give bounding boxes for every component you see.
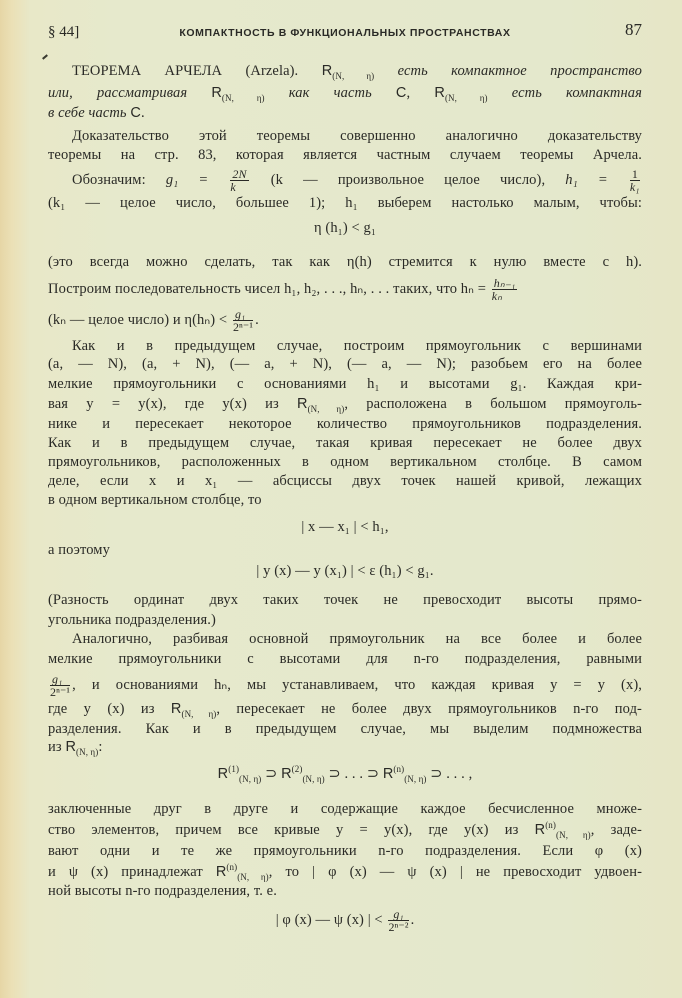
formula: g₁ = — [165, 171, 209, 188]
inequality-2: | x — x₁ | < h₁, — [301, 519, 389, 535]
text-line-notation — [72, 168, 642, 193]
subset-chain — [48, 765, 642, 783]
text-line — [48, 821, 642, 839]
formula: | φ (x) — ψ (x) | < — [275, 911, 383, 928]
space-subscript: (N, η) — [76, 747, 99, 757]
space-subscript: (N, η) — [302, 774, 325, 784]
punct: . — [255, 311, 259, 328]
superset-symbol: ⊃ — [366, 766, 380, 782]
theorem-line-3: в себе часть C. — [48, 105, 145, 121]
text: , то | φ (x) — ψ (x) | не превосходит удвоен- — [268, 864, 642, 880]
space-subscript: (N, η) — [307, 404, 345, 414]
punct: . — [410, 911, 415, 928]
pencil-mark — [42, 54, 48, 59]
text-line: Аналогично, разбивая основной прямоугольник на все более и более — [72, 631, 642, 647]
space-c-symbol: C — [130, 105, 141, 121]
text-line: деле, если x и x₁ — абсциссы двух точек нашей кривой, лежащих — [48, 473, 642, 489]
text-line: Как и в предыдущем случае, такая кривая пересекает не более двух — [48, 435, 642, 451]
text-line: мелкие прямоугольники с основаниями h₁ и высотами g₁. Каждая кри- — [48, 376, 642, 392]
text: , заде- — [590, 822, 642, 838]
superscript: (n) — [226, 862, 238, 872]
text: ство элементов, причем все кривые y = y(x), где y(x) из — [48, 822, 519, 838]
text-line: а поэтому — [48, 542, 110, 558]
text-line: мелкие прямоугольники с высотами для n-го подразделения, равными — [48, 651, 642, 667]
superscript: (n) — [393, 764, 405, 774]
space-symbol: R — [296, 396, 308, 412]
space-symbol: R — [65, 739, 77, 755]
fraction-heights — [50, 673, 70, 698]
numerator: g₁ — [50, 673, 70, 686]
space-subscript: (N, η) — [556, 830, 591, 840]
text: Построим последовательность чисел h₁, h₂, . . ., hₙ, . . . таких, что hₙ = — [48, 280, 486, 297]
text: где y (x) из — [48, 701, 155, 717]
text-line: вают одни и те же прямоугольники n-го подразделения. Если φ (x) — [48, 843, 642, 859]
space-subscript: (N, η) — [221, 93, 265, 103]
fraction-final — [388, 908, 408, 933]
numerator: g₁ — [233, 308, 253, 321]
space-symbol: R — [215, 864, 227, 880]
space-subscript: (N, η) — [444, 93, 488, 103]
text-line — [48, 700, 642, 718]
text: из — [48, 739, 62, 755]
space-symbol: R — [321, 63, 333, 79]
space-symbol: R — [382, 766, 394, 782]
text-line-heights — [48, 673, 642, 698]
superscript: (n) — [545, 820, 556, 830]
text-line-sequence — [48, 277, 642, 302]
text-line: теоремы на стр. 83, которая является частным случаем теоремы Арчела. — [48, 147, 642, 163]
denominator: 2ⁿ⁻² — [388, 920, 409, 934]
text: , пересекает не более двух прямоугольников n-го под- — [216, 701, 642, 717]
text-line: ной высоты n-го подразделения, т. е. — [48, 883, 277, 899]
numerator: 1 — [631, 167, 638, 181]
inequality-1: η (h₁) < g₁ — [313, 220, 376, 236]
theorem-line-1 — [72, 62, 642, 80]
theorem-text: в себе часть — [48, 105, 127, 121]
theorem-text: или, рассматривая — [48, 85, 188, 101]
text-line: (k₁ — целое число, большее 1); h₁ выберем настолько малым, чтобы: — [48, 195, 642, 211]
denominator: 2ⁿ⁻¹ — [50, 685, 71, 699]
numerator: 2N — [232, 167, 247, 181]
denominator: kₙ — [491, 289, 503, 303]
formula: h₁ = — [565, 171, 608, 188]
denominator: k₁ — [629, 180, 640, 194]
space-symbol: R — [211, 85, 222, 101]
text: (kₙ — целое число) и η(hₙ) < — [48, 311, 228, 328]
inequality-3: | y (x) — y (x₁) | < ε (h₁) < g₁. — [256, 563, 434, 579]
denominator: 2ⁿ⁻¹ — [232, 320, 254, 334]
text-line: Доказательство этой теоремы совершенно аналогично доказательству — [72, 128, 642, 144]
text-line — [48, 863, 642, 881]
space-symbol: R — [217, 766, 229, 782]
text-line: из $R_{(N, \eta)}$: — [48, 739, 103, 757]
numerator: hₙ₋₁ — [493, 276, 516, 290]
theorem-text: есть компактная — [511, 85, 642, 101]
text: Обозначим: — [72, 171, 146, 188]
page-number: 87 — [625, 20, 642, 39]
text-line: Как и в предыдущем случае, построим прямоугольник с вершинами — [72, 338, 642, 354]
text: , и основаниями hₙ, мы устанавливаем, что каждая кривая y = y (x), — [72, 676, 642, 693]
text: и ψ (x) принадлежат — [48, 864, 203, 880]
theorem-text: как часть — [288, 85, 372, 101]
text-line: (Разность ординат двух таких точек не превосходит высоты прямо- — [48, 592, 642, 608]
text-line: прямоугольников, расположенных в одном вертикальном столбце. В самом — [48, 454, 642, 470]
final-inequality — [48, 908, 642, 933]
numerator: g₁ — [388, 908, 408, 921]
text-line: заключенные друг в друге и содержащие каждое бесчисленное множе- — [48, 801, 642, 817]
space-symbol: R — [170, 701, 182, 717]
text: вая y = y(x), где y(x) из — [48, 396, 279, 412]
space-symbol: R — [534, 822, 546, 838]
space-subscript: (N, η) — [404, 774, 427, 784]
text-line: нике и пересекает некоторое количество прямоугольников подразделения. — [48, 416, 642, 432]
denominator: k — [230, 180, 236, 194]
theorem-text: есть компактное пространство — [397, 63, 642, 79]
fraction-g1 — [230, 168, 248, 193]
theorem-line-2: или, рассматривая $R_{(N, \eta)}$ как часть C, $R_{(N, \eta)}$ есть компактная — [48, 85, 642, 103]
text: , расположена в большом прямоуголь- — [344, 396, 642, 412]
text-line: угольника подразделения.) — [48, 612, 216, 628]
text-line — [48, 395, 642, 413]
ellipsis: . . . , — [446, 766, 473, 782]
superset-symbol: ⊃ — [328, 766, 341, 782]
fraction-h1 — [630, 168, 640, 193]
space-subscript: (N, η) — [181, 709, 217, 719]
section-number: § 44] — [48, 24, 80, 40]
space-symbol: R — [434, 85, 445, 101]
space-subscript: (N, η) — [239, 774, 262, 784]
fraction-eta — [233, 308, 253, 333]
space-subscript: (N, η) — [237, 872, 269, 882]
text-line-eta — [48, 308, 642, 333]
superscript: (1) — [228, 764, 240, 774]
text-line: (a, — N), (a, + N), (— a, + N), (— a, — N); разобьем его на более — [48, 356, 642, 372]
text-line: (это всегда можно сделать, так как η(h) стремится к нулю вместе с h). — [48, 254, 642, 270]
superset-symbol: ⊃ — [265, 766, 278, 782]
space-subscript: (N, η) — [332, 71, 375, 81]
text-line: в одном вертикальном столбце, то — [48, 492, 262, 508]
running-title: КОМПАКТНОСТЬ В ФУНКЦИОНАЛЬНЫХ ПРОСТРАНСТВАХ — [179, 27, 511, 39]
ellipsis: . . . — [344, 766, 364, 782]
fraction-hn — [492, 277, 518, 302]
text: (k — произвольное целое число), — [270, 171, 546, 188]
superscript: (2) — [291, 764, 303, 774]
space-symbol: R — [281, 766, 292, 782]
space-c-symbol: C — [395, 85, 407, 101]
text-line: разделения. Как и в предыдущем случае, мы выделим подмножества — [48, 721, 642, 737]
theorem-name: ТЕОРЕМА АРЧЕЛА (Arzela). — [72, 63, 299, 79]
superset-symbol: ⊃ — [430, 766, 443, 782]
